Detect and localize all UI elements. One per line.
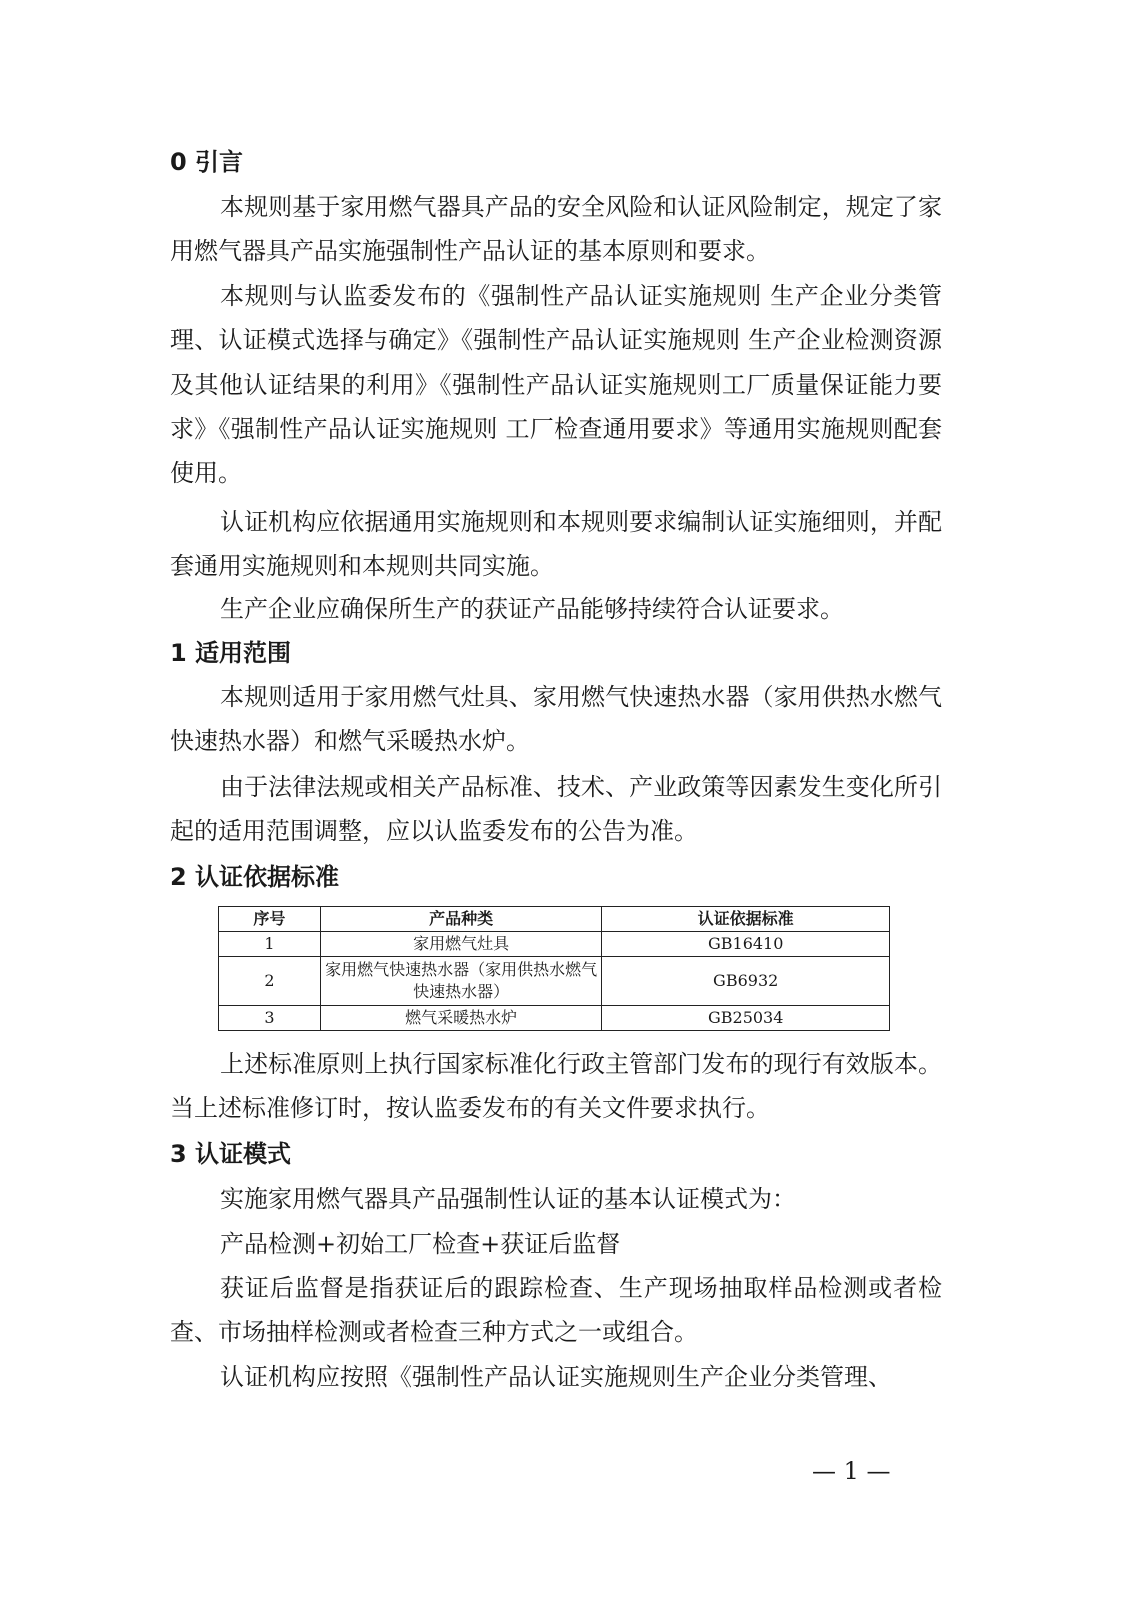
section-3-para-3: 获证后监督是指获证后的跟踪检查、生产现场抽取样品检测或者检查、市场抽样检测或者检查三种方式之一或组合。 (170, 1274, 942, 1347)
table-header-row (219, 907, 890, 932)
page-number: — 1 — (812, 1457, 891, 1485)
section-3-para-4: 认证机构应按照《强制性产品认证实施规则生产企业分类管理、 (220, 1363, 892, 1391)
table-row (219, 932, 890, 957)
table-cell: GB6932 (602, 957, 890, 1006)
section-0-para-3: 认证机构应依据通用实施规则和本规则要求编制认证实施细则，并配套通用实施规则和本规则共同实施。 (170, 508, 942, 581)
section-2-para-1: 上述标准原则上执行国家标准化行政主管部门发布的现行有效版本。当上述标准修订时，按认监委发布的有关文件要求执行。 (170, 1050, 942, 1123)
table-cell: GB16410 (602, 932, 890, 957)
section-0-para-1: 本规则基于家用燃气器具产品的安全风险和认证风险制定，规定了家用燃气器具产品实施强制性产品认证的基本原则和要求。 (170, 193, 942, 266)
table-cell: 1 (219, 932, 321, 957)
section-3-para-2: 产品检测+初始工厂检查+获证后监督 (220, 1230, 621, 1258)
table-cell: 3 (219, 1006, 321, 1031)
section-0-para-4: 生产企业应确保所生产的获证产品能够持续符合认证要求。 (220, 595, 844, 623)
section-0-para-2: 本规则与认监委发布的《强制性产品认证实施规则 生产企业分类管理、认证模式选择与确定》《强制性产品认证实施规则 生产企业检测资源及其他认证结果的利用》《强制性产品认证实施规则工厂质量保证能力要求》《强制性产品认证实施规则 工厂检查通用要求》等通用实施规则配套使用。 (170, 282, 942, 488)
section-2-title: 2 认证依据标准 (170, 863, 340, 891)
table-cell: 家用燃气快速热水器（家用供热水燃气快速热水器） (320, 957, 602, 1006)
table-cell: 2 (219, 957, 321, 1006)
standards-table (218, 906, 890, 1031)
table-header-cell: 产品种类 (320, 907, 602, 932)
table-cell: 家用燃气灶具 (320, 932, 602, 957)
section-0-title: 0 引言 (170, 148, 244, 176)
section-1-title: 1 适用范围 (170, 639, 292, 667)
table-header-cell: 认证依据标准 (602, 907, 890, 932)
section-3-title: 3 认证模式 (170, 1140, 292, 1168)
section-1-para-2: 由于法律法规或相关产品标准、技术、产业政策等因素发生变化所引起的适用范围调整，应以认监委发布的公告为准。 (170, 773, 942, 846)
table-header-cell: 序号 (219, 907, 321, 932)
table-cell: GB25034 (602, 1006, 890, 1031)
table-row (219, 957, 890, 1006)
table-row (219, 1006, 890, 1031)
section-1-para-1: 本规则适用于家用燃气灶具、家用燃气快速热水器（家用供热水燃气快速热水器）和燃气采暖热水炉。 (170, 683, 942, 756)
table-cell: 燃气采暖热水炉 (320, 1006, 602, 1031)
section-3-para-1: 实施家用燃气器具产品强制性认证的基本认证模式为： (220, 1185, 796, 1213)
